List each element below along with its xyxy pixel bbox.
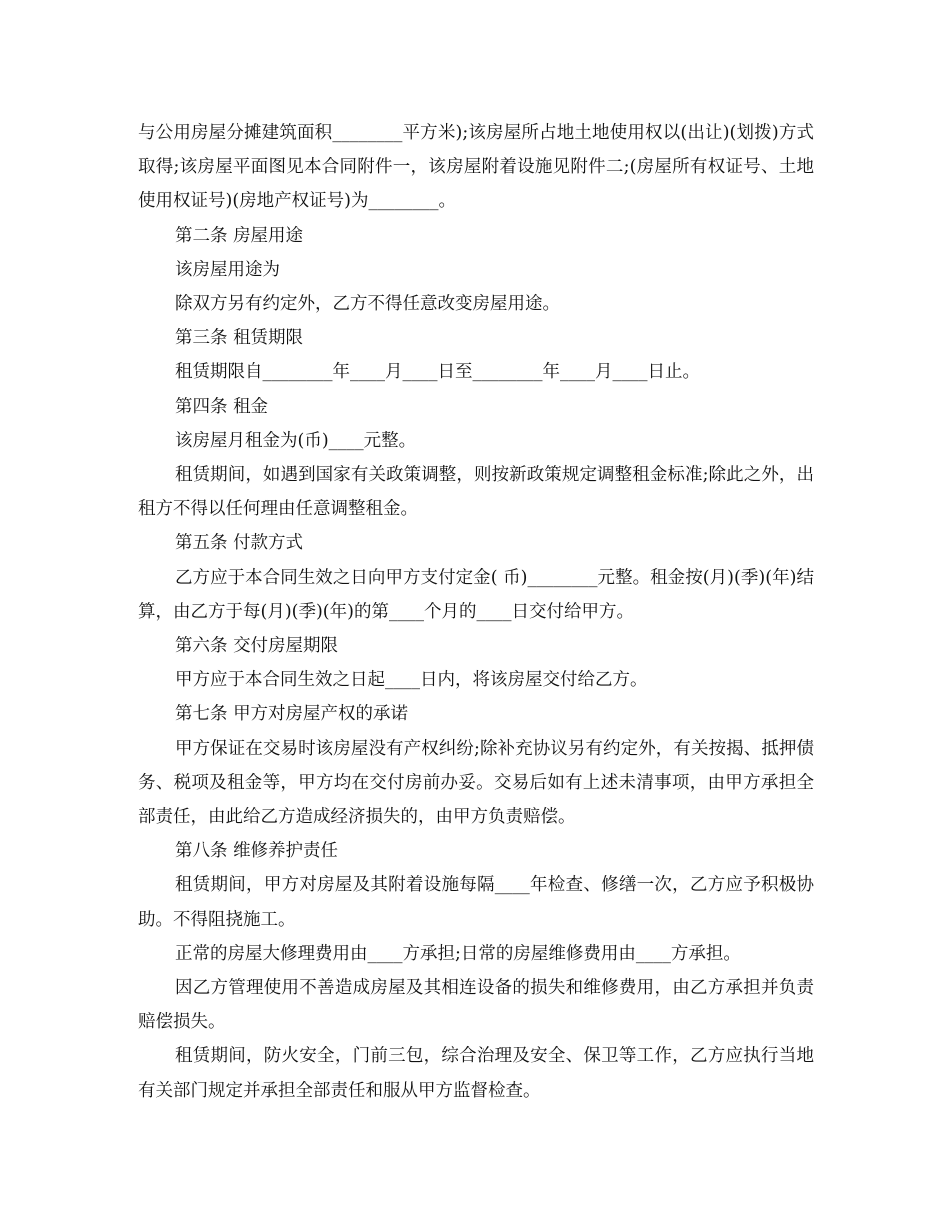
heading-article-4-rent: 第四条 租金 bbox=[175, 396, 269, 417]
heading-article-5-payment: 第五条 付款方式 bbox=[175, 533, 304, 554]
heading-article-3-term: 第三条 租赁期限 bbox=[175, 328, 304, 349]
paragraph-term: 租赁期限自________年____月____日至________年____月____日止。 bbox=[175, 362, 700, 383]
paragraph-repair-costs: 正常的房屋大修理费用由____方承担;日常的房屋维修费用由____方承担。 bbox=[175, 943, 741, 964]
heading-article-2-usage: 第二条 房屋用途 bbox=[175, 225, 304, 246]
paragraph-delivery: 甲方应于本合同生效之日起____日内，将该房屋交付给乙方。 bbox=[175, 670, 648, 691]
heading-article-7-ownership: 第七条 甲方对房屋产权的承诺 bbox=[175, 704, 409, 725]
paragraph-usage: 该房屋用途为 bbox=[175, 259, 280, 280]
paragraph-payment: 乙方应于本合同生效之日向甲方支付定金( 币)________元整。租金按(月)(季)(年)结算，由乙方于每(月)(季)(年)的第____个月的____日交付给甲方。 bbox=[138, 567, 814, 622]
paragraph-area-and-land-rights: 与公用房屋分摊建筑面积________平方米);该房屋所占地土地使用权以(出让)(划拨)方式取得;该房屋平面图见本合同附件一，该房屋附着设施见附件二;(房屋所有权证号、土地使用权证号)(房地产权证号)为________。 bbox=[138, 123, 814, 212]
paragraph-usage-restriction: 除双方另有约定外，乙方不得任意改变房屋用途。 bbox=[175, 294, 560, 315]
paragraph-safety-duties: 租赁期间，防火安全，门前三包，综合治理及安全、保卫等工作，乙方应执行当地有关部门规定并承担全部责任和服从甲方监督检查。 bbox=[138, 1046, 814, 1101]
paragraph-monthly-rent: 该房屋月租金为(币)____元整。 bbox=[175, 430, 417, 451]
paragraph-damage-liability: 因乙方管理使用不善造成房屋及其相连设备的损失和维修费用，由乙方承担并负责赔偿损失。 bbox=[138, 978, 814, 1033]
heading-article-8-maintenance: 第八条 维修养护责任 bbox=[175, 841, 339, 862]
paragraph-rent-adjustment: 租赁期间，如遇到国家有关政策调整，则按新政策规定调整租金标准;除此之外，出租方不得以任何理由任意调整租金。 bbox=[138, 465, 814, 520]
paragraph-inspection: 租赁期间，甲方对房屋及其附着设施每隔____年检查、修缮一次，乙方应予积极协助。不得阻挠施工。 bbox=[138, 875, 814, 930]
paragraph-ownership-guarantee: 甲方保证在交易时该房屋没有产权纠纷;除补充协议另有约定外，有关按揭、抵押债务、税项及租金等，甲方均在交付房前办妥。交易后如有上述未清事项，由甲方承担全部责任，由此给乙方造成经济损失的，由甲方负责赔偿。 bbox=[138, 738, 814, 828]
document-body bbox=[138, 116, 814, 1108]
heading-article-6-delivery: 第六条 交付房屋期限 bbox=[175, 636, 339, 657]
